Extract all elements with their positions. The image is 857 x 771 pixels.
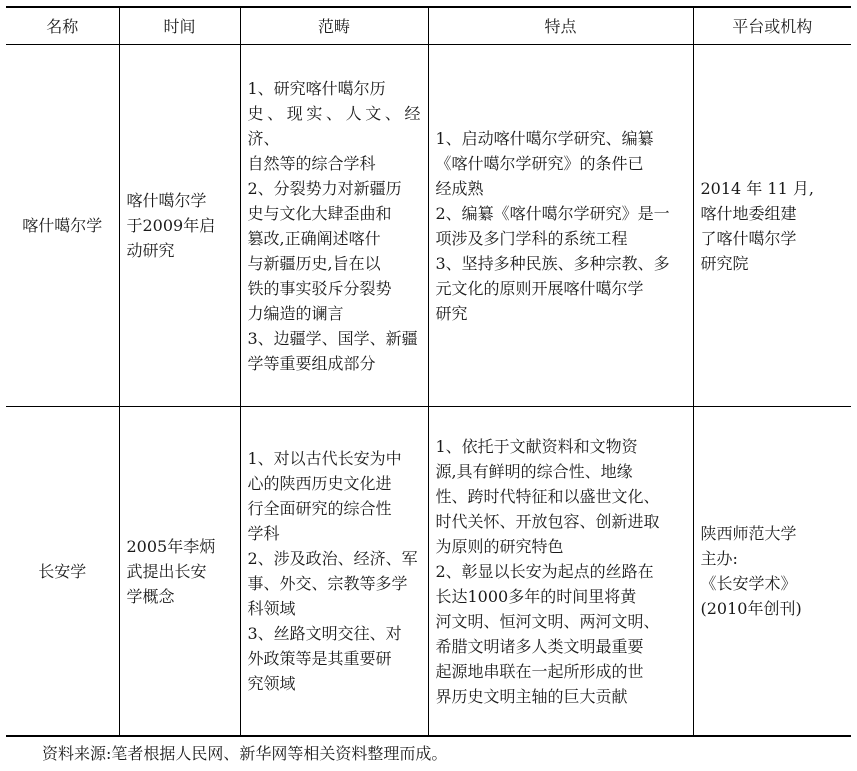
cell-text-line: 研究院 [700,253,749,273]
cell-text-line: 2、涉及政治、经济、军 [247,549,418,568]
cell-text-line: 项涉及多门学科的系统工程 [435,228,628,248]
cell-text-line: 行全面研究的综合性 [247,499,392,518]
source-note: 资料来源:笔者根据人民网、新华网等相关资料整理而成。 [42,744,448,763]
cell-text-line: 2014 年 11 月, [700,178,814,198]
cell-platform [693,407,851,737]
cell-text-line: 3、边疆学、国学、新疆 [247,328,418,348]
cell-text-line: 河文明、恒河文明、两河文明、 [435,611,660,631]
cell-time [119,407,240,737]
cell-text-line: 3、坚持多种民族、多种宗教、多 [435,253,670,273]
header-name: 名称 [6,7,119,45]
cell-text-line: 动研究 [126,241,175,260]
cell-text-line: 界历史文明主轴的巨大贡献 [435,686,628,706]
cell-text-line: 学概念 [126,586,175,606]
cell-text-line: 武提出长安 [126,561,207,581]
cell-platform [693,45,851,407]
cell-text-line: 希腊文明诸多人类文明最重要 [435,636,644,656]
table-row [6,407,851,737]
cell-text-line: 研究 [435,303,468,323]
cell-text-line: 喀什地委组建 [700,203,797,223]
cell-text-line: 力编造的谰言 [247,303,344,323]
cell-scope [240,45,428,407]
cell-text-line: 史与文化大肆歪曲和 [247,203,392,223]
cell-text-line: 起源地串联在一起所形成的世 [435,661,644,681]
cell-text-line: 长达1000多年的时间里将黄 [435,586,637,606]
cell-text-line: 性、跨时代特征和以盛世文化、 [435,486,660,506]
cell-text-line: 喀什噶尔学 [126,191,207,210]
cell-text-line: 学等重要组成部分 [247,353,376,373]
header-features: 特点 [428,7,693,45]
cell-text-line: 铁的事实驳斥分裂势 [247,278,392,298]
header-time: 时间 [119,7,240,45]
cell-text-line: 源,具有鲜明的综合性、地缘 [435,461,633,481]
cell-text-line: 于2009年启 [126,216,216,235]
cell-text-line: 篡改,正确阐述喀什 [247,228,381,248]
cell-text-line: 究领域 [247,674,296,693]
cell-name: 喀什噶尔学 [6,45,119,407]
cell-text-line: 主办: [700,549,738,568]
cell-text-line: 2、彰显以长安为起点的丝路在 [435,561,654,581]
cell-text-line: 事、外交、宗教等多学 [247,574,408,593]
cell-text-line: 1、对以古代长安为中 [247,449,402,468]
cell-text-line: 1、研究喀什噶尔历 [247,78,386,98]
cell-text-line: 2005年李炳 [126,536,216,556]
cell-text-line: 2、分裂势力对新疆历 [247,178,402,198]
cell-features [428,45,693,407]
cell-text-line: 外政策等是其重要研 [247,649,392,668]
cell-text-line: 1、依托于文献资料和文物资 [435,436,638,456]
cell-text-line: (2010年创刊) [700,599,802,618]
cell-text-line: 史、现实、人文、经济、 [247,103,421,148]
cell-features [428,407,693,737]
cell-text-line: 2、编纂《喀什噶尔学研究》是一 [435,203,670,223]
cell-text-line: 为原则的研究特色 [435,536,564,556]
cell-text-line: 《喀什噶尔学研究》的条件已 [435,153,644,173]
cell-text-line: 科领域 [247,599,296,618]
cell-text-line: 学科 [247,524,280,543]
comparison-table [6,6,851,737]
cell-text-line: 心的陕西历史文化进 [247,474,392,493]
cell-scope [240,407,428,737]
cell-time [119,45,240,407]
cell-text-line: 元文化的原则开展喀什噶尔学 [435,278,644,298]
table-header-row [6,7,851,45]
cell-text-line: 与新疆历史,旨在以 [247,253,381,273]
cell-text-line: 时代关怀、开放包容、创新进取 [435,511,660,531]
table-row [6,45,851,407]
cell-text-line: 自然等的综合学科 [247,153,376,173]
header-platform: 平台或机构 [693,7,851,45]
header-scope: 范畴 [240,7,428,45]
cell-text-line: 《长安学术》 [700,574,797,593]
cell-text-line: 1、启动喀什噶尔学研究、编纂 [435,128,654,148]
cell-text-line: 陕西师范大学 [700,524,797,543]
cell-text-line: 了喀什噶尔学 [700,228,797,248]
cell-name: 长安学 [6,407,119,737]
cell-text-line: 3、丝路文明交往、对 [247,624,402,643]
cell-text-line: 经成熟 [435,178,484,198]
